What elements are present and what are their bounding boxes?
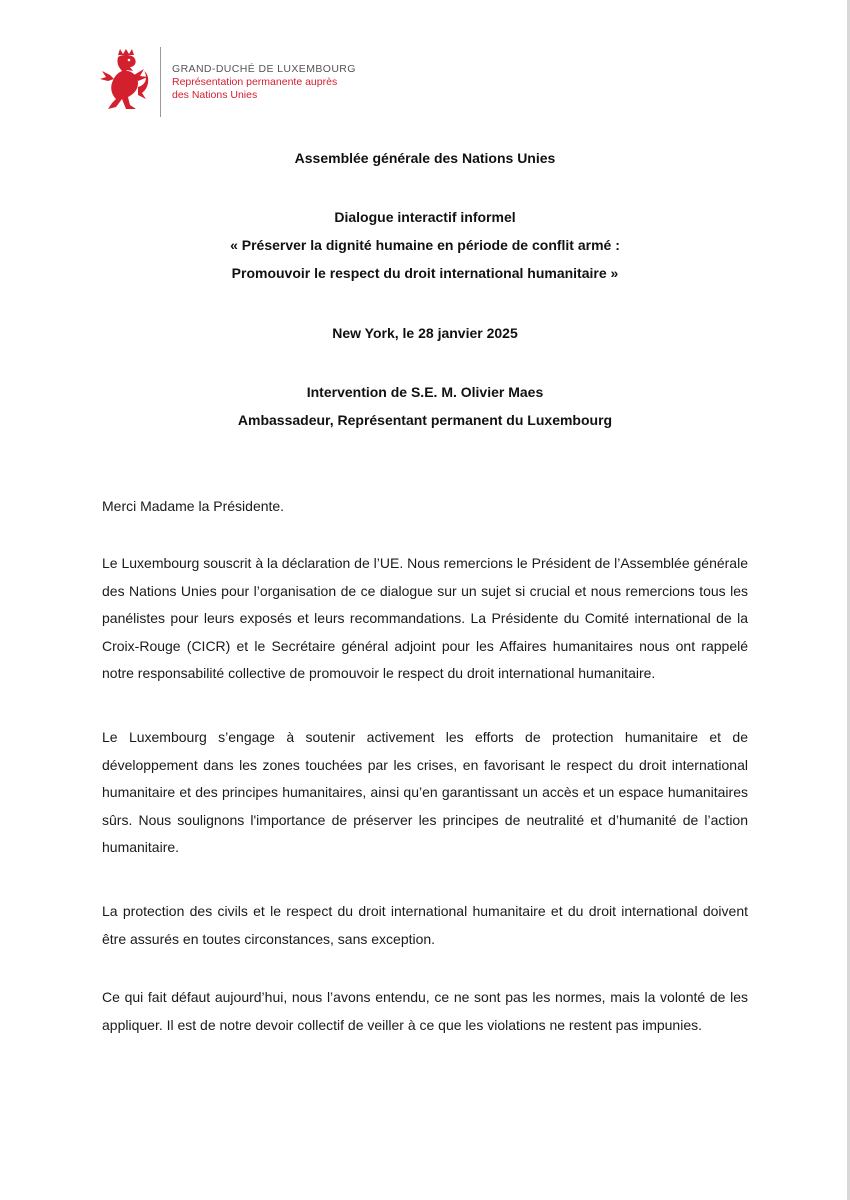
letterhead-text [172,62,356,102]
speaker-role: Ambassadeur, Représentant permanent du Luxembourg [237,412,613,428]
assembly-title: Assemblée générale des Nations Unies [294,150,556,166]
theme-line-2: Promouvoir le respect du droit international humanitaire » [231,265,619,281]
intervention-title: Intervention de S.E. M. Olivier Maes [306,384,544,400]
greeting: Merci Madame la Présidente. [102,498,285,514]
place-date: New York, le 28 janvier 2025 [332,325,518,341]
country-name: GRAND-DUCHÉ DE LUXEMBOURG [172,63,356,75]
red-lion-icon [100,49,150,113]
paragraph-1: Le Luxembourg souscrit à la déclaration de l’UE. Nous remercions le Président de l’Assemblée générale des Nations Unies pour l’organisation de ce dialogue sur un sujet si crucial et nous remercions tous les panélistes pour leurs exposés et leurs recommandations. La Présidente du Comité international de la Croix-Rouge (CICR) et le Secrétaire général adjoint pour les Affaires humanitaires nous ont rappelé notre responsabilité collective de promouvoir le respect du droit international humanitaire. [102,555,748,681]
theme-line-1: « Préserver la dignité humaine en période de conflit armé : [230,237,620,253]
paragraph-2: Le Luxembourg s’engage à soutenir activement les efforts de protection humanitaire et de développement dans les zones touchées par les crises, en favorisant le respect du droit international humanitaire et des principes humanitaires, ainsi qu’en garantissant un accès et un espace humanitaires sûrs. Nous soulignons l'importance de préserver les principes de neutralité et d’humanité de l’action humanitaire. [102,729,748,855]
mission-line-1: Représentation permanente auprès [172,76,338,88]
mission-line-2: des Nations Unies [172,89,258,101]
dialogue-title: Dialogue interactif informel [334,209,516,225]
paragraph-4: Ce qui fait défaut aujourd’hui, nous l’avons entendu, ce ne sont pas les normes, mais la volonté de les appliquer. Il est de notre devoir collectif de veiller à ce que les violations ne restent pas impunies. [102,989,748,1033]
letterhead-divider [160,47,161,117]
paragraph-3: La protection des civils et le respect du droit international humanitaire et du droit international doivent être assurés en toutes circonstances, sans exception. [102,903,748,947]
